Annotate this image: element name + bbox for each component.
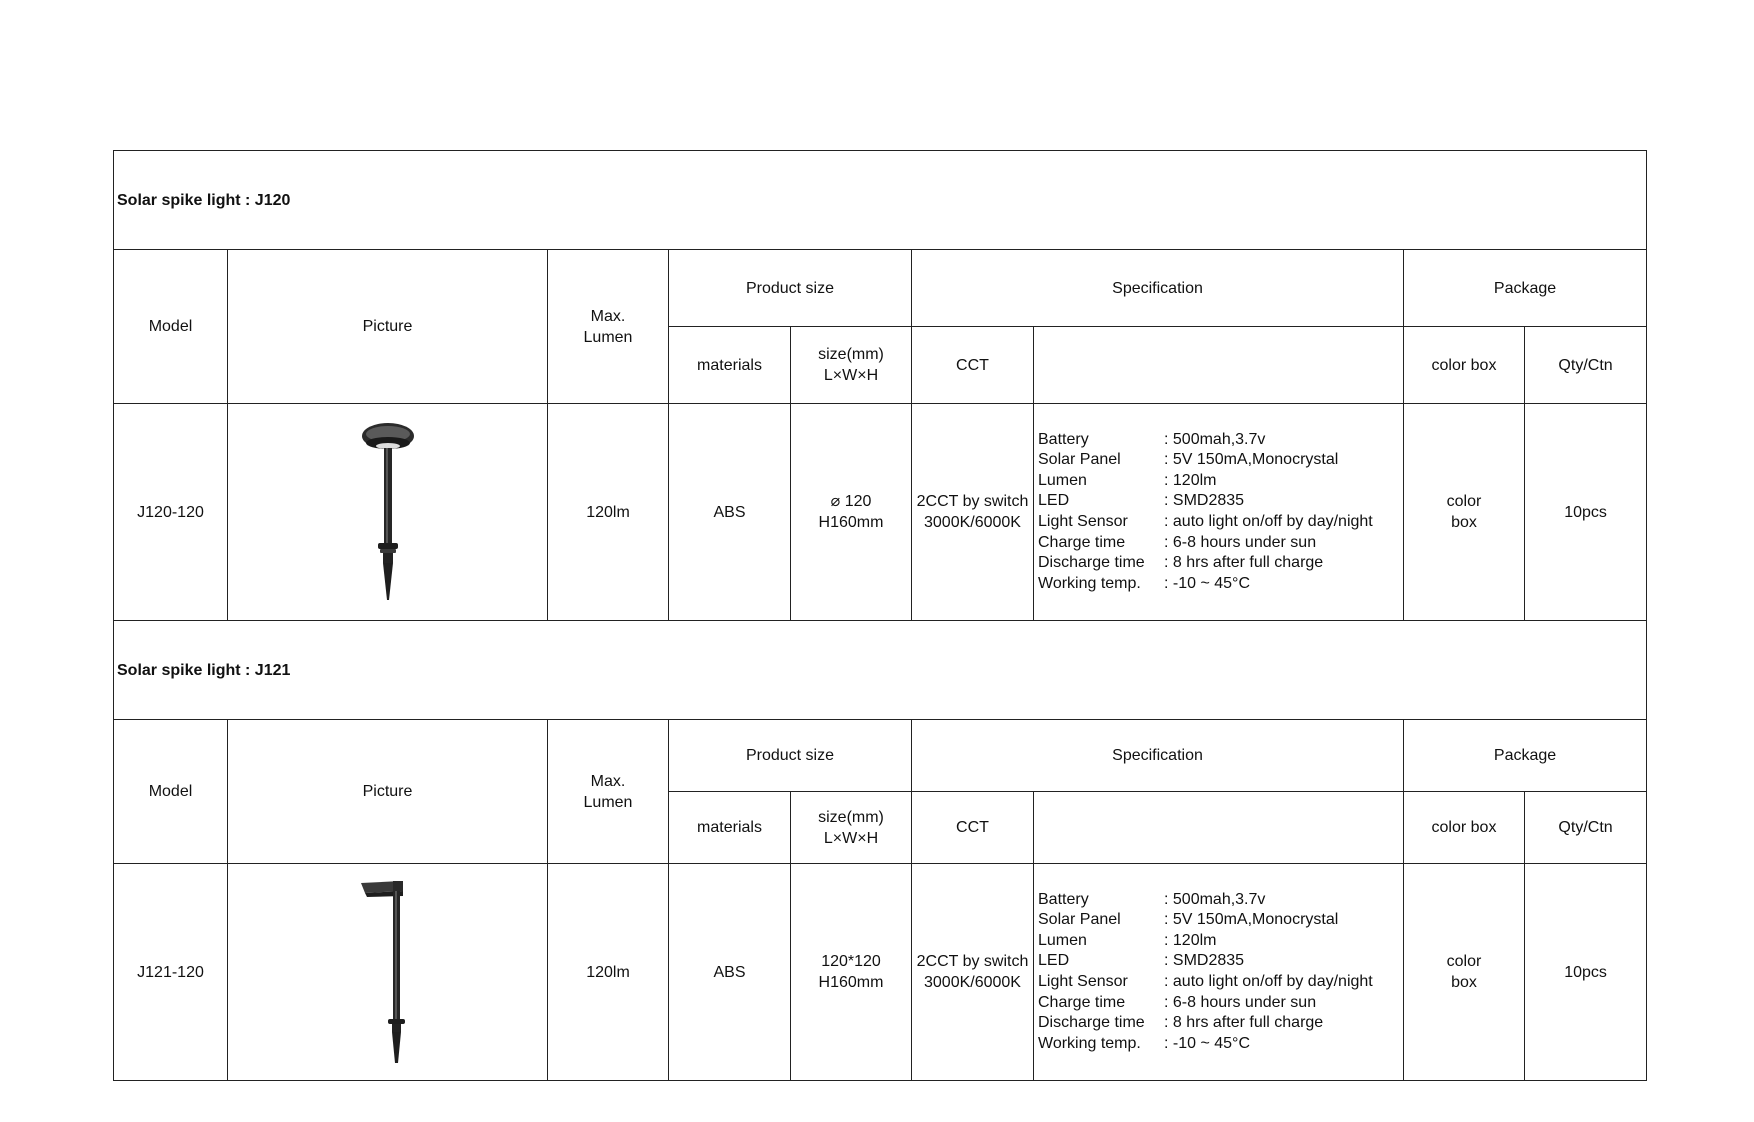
header-materials: materials [669, 327, 791, 404]
model-cell: J120-120 [114, 404, 228, 621]
section-title: Solar spike light : J120 [114, 151, 1647, 250]
picture-cell [228, 404, 548, 621]
spec-value: : SMD2835 [1164, 492, 1245, 510]
header-color-box: color box [1404, 327, 1525, 404]
header-max-lumen [548, 720, 669, 864]
package-line2: box [1451, 974, 1477, 991]
spec-value: : 8 hrs after full charge [1164, 1014, 1324, 1032]
header-spec-blank [1034, 327, 1404, 404]
spec-line [1038, 574, 1399, 595]
spec-line [1038, 553, 1399, 574]
header-max-lumen-line2: Lumen [583, 328, 633, 346]
spec-value: : auto light on/off by day/night [1164, 973, 1373, 990]
section-title: Solar spike light : J121 [114, 621, 1647, 720]
size-cell [791, 404, 912, 621]
table-row [114, 864, 1647, 1081]
square-head-spike-light-picture [353, 877, 423, 1067]
spec-label: LED [1038, 492, 1070, 510]
spec-line [1038, 512, 1399, 533]
spec-value: : 6-8 hours under sun [1164, 533, 1317, 551]
spec-value: : 500mah,3.7v [1164, 430, 1266, 448]
header-specification: Specification [912, 720, 1404, 792]
spec-line [1038, 430, 1399, 451]
size-line2: H160mm [818, 514, 884, 531]
header-specification: Specification [912, 250, 1404, 327]
header-materials: materials [669, 792, 791, 864]
cct-line1: 2CCT by switch [916, 953, 1029, 970]
header-size-line1: size(mm) [818, 346, 884, 363]
spec-label: LED [1038, 952, 1070, 970]
table-row [114, 404, 1647, 621]
spec-label: Lumen [1038, 471, 1087, 489]
header-row [114, 720, 1647, 792]
spec-label: Working temp. [1038, 574, 1141, 592]
spec-line [1038, 450, 1399, 471]
header-size-line2: L×W×H [823, 367, 879, 384]
header-max-lumen-line1: Max. [590, 772, 626, 790]
cct-line2: 3000K/6000K [924, 974, 1021, 991]
package-cell [1404, 404, 1525, 621]
spec-value: : 5V 150mA,Monocrystal [1164, 911, 1339, 929]
spec-line [1038, 890, 1399, 911]
header-model: Model [114, 250, 228, 404]
spec-line [1038, 931, 1399, 952]
header-picture: Picture [228, 250, 548, 404]
header-package: Package [1404, 720, 1647, 792]
header-size [791, 792, 912, 864]
section-title-row [114, 151, 1647, 250]
size-line2: H160mm [818, 974, 884, 991]
header-max-lumen-line2: Lumen [583, 793, 633, 811]
spec-label: Discharge time [1038, 554, 1145, 572]
spec-line [1038, 951, 1399, 972]
header-size [791, 327, 912, 404]
spec-label: Battery [1038, 430, 1089, 448]
header-cct: CCT [912, 327, 1034, 404]
header-color-box: color box [1404, 792, 1525, 864]
material-cell: ABS [669, 404, 791, 621]
header-row [114, 250, 1647, 327]
spec-label: Discharge time [1038, 1014, 1145, 1032]
spec-list [1038, 890, 1399, 1055]
spec-label: Solar Panel [1038, 451, 1121, 469]
size-line1: ⌀ 120 [830, 493, 872, 510]
specification-cell [1034, 864, 1404, 1081]
material-cell: ABS [669, 864, 791, 1081]
cct-cell [912, 864, 1034, 1081]
spec-label: Light Sensor [1038, 513, 1128, 530]
section-title-row [114, 621, 1647, 720]
header-size-line1: size(mm) [818, 808, 884, 826]
spec-label: Solar Panel [1038, 911, 1121, 929]
cct-line1: 2CCT by switch [916, 493, 1029, 510]
header-size-line2: L×W×H [823, 829, 879, 847]
spec-line [1038, 491, 1399, 512]
spec-line [1038, 1013, 1399, 1034]
spec-line [1038, 910, 1399, 931]
spec-label: Charge time [1038, 533, 1126, 551]
header-picture: Picture [228, 720, 548, 864]
spec-value: : 6-8 hours under sun [1164, 993, 1317, 1011]
lumen-cell: 120lm [548, 864, 669, 1081]
specification-cell [1034, 404, 1404, 621]
header-model: Model [114, 720, 228, 864]
spec-label: Charge time [1038, 993, 1126, 1011]
package-cell [1404, 864, 1525, 1081]
package-line2: box [1451, 514, 1477, 531]
spec-label: Light Sensor [1038, 973, 1128, 990]
spec-value: : SMD2835 [1164, 952, 1245, 970]
model-cell: J121-120 [114, 864, 228, 1081]
spec-value: : 5V 150mA,Monocrystal [1164, 451, 1339, 469]
header-qty-ctn: Qty/Ctn [1525, 792, 1647, 864]
spec-line [1038, 993, 1399, 1014]
spec-value: : 500mah,3.7v [1164, 890, 1266, 908]
spec-value: : 120lm [1164, 471, 1217, 489]
spec-value: : 8 hrs after full charge [1164, 554, 1324, 572]
package-line1: color [1446, 493, 1482, 510]
size-line1: 120*120 [821, 953, 881, 970]
spec-line [1038, 471, 1399, 492]
lumen-cell: 120lm [548, 404, 669, 621]
cct-cell [912, 404, 1034, 621]
spec-label: Lumen [1038, 931, 1087, 949]
spec-sheet [113, 150, 1646, 1081]
spec-label: Working temp. [1038, 1034, 1141, 1052]
header-product-size: Product size [669, 250, 912, 327]
package-line1: color [1446, 953, 1482, 970]
round-head-spike-light-picture [353, 422, 423, 602]
spec-value: : -10 ~ 45°C [1164, 1034, 1250, 1052]
header-package: Package [1404, 250, 1647, 327]
spec-value: : auto light on/off by day/night [1164, 513, 1373, 530]
spec-list [1038, 430, 1399, 595]
spec-line [1038, 533, 1399, 554]
spec-line [1038, 972, 1399, 993]
cct-line2: 3000K/6000K [924, 514, 1021, 531]
header-product-size: Product size [669, 720, 912, 792]
qty-cell: 10pcs [1525, 864, 1647, 1081]
product-spec-table [113, 150, 1647, 1081]
picture-cell [228, 864, 548, 1081]
spec-label: Battery [1038, 890, 1089, 908]
qty-cell: 10pcs [1525, 404, 1647, 621]
spec-line [1038, 1034, 1399, 1055]
header-spec-blank [1034, 792, 1404, 864]
header-max-lumen-line1: Max. [590, 307, 626, 325]
spec-value: : 120lm [1164, 931, 1217, 949]
header-cct: CCT [912, 792, 1034, 864]
spec-value: : -10 ~ 45°C [1164, 574, 1250, 592]
size-cell [791, 864, 912, 1081]
header-qty-ctn: Qty/Ctn [1525, 327, 1647, 404]
header-max-lumen [548, 250, 669, 404]
